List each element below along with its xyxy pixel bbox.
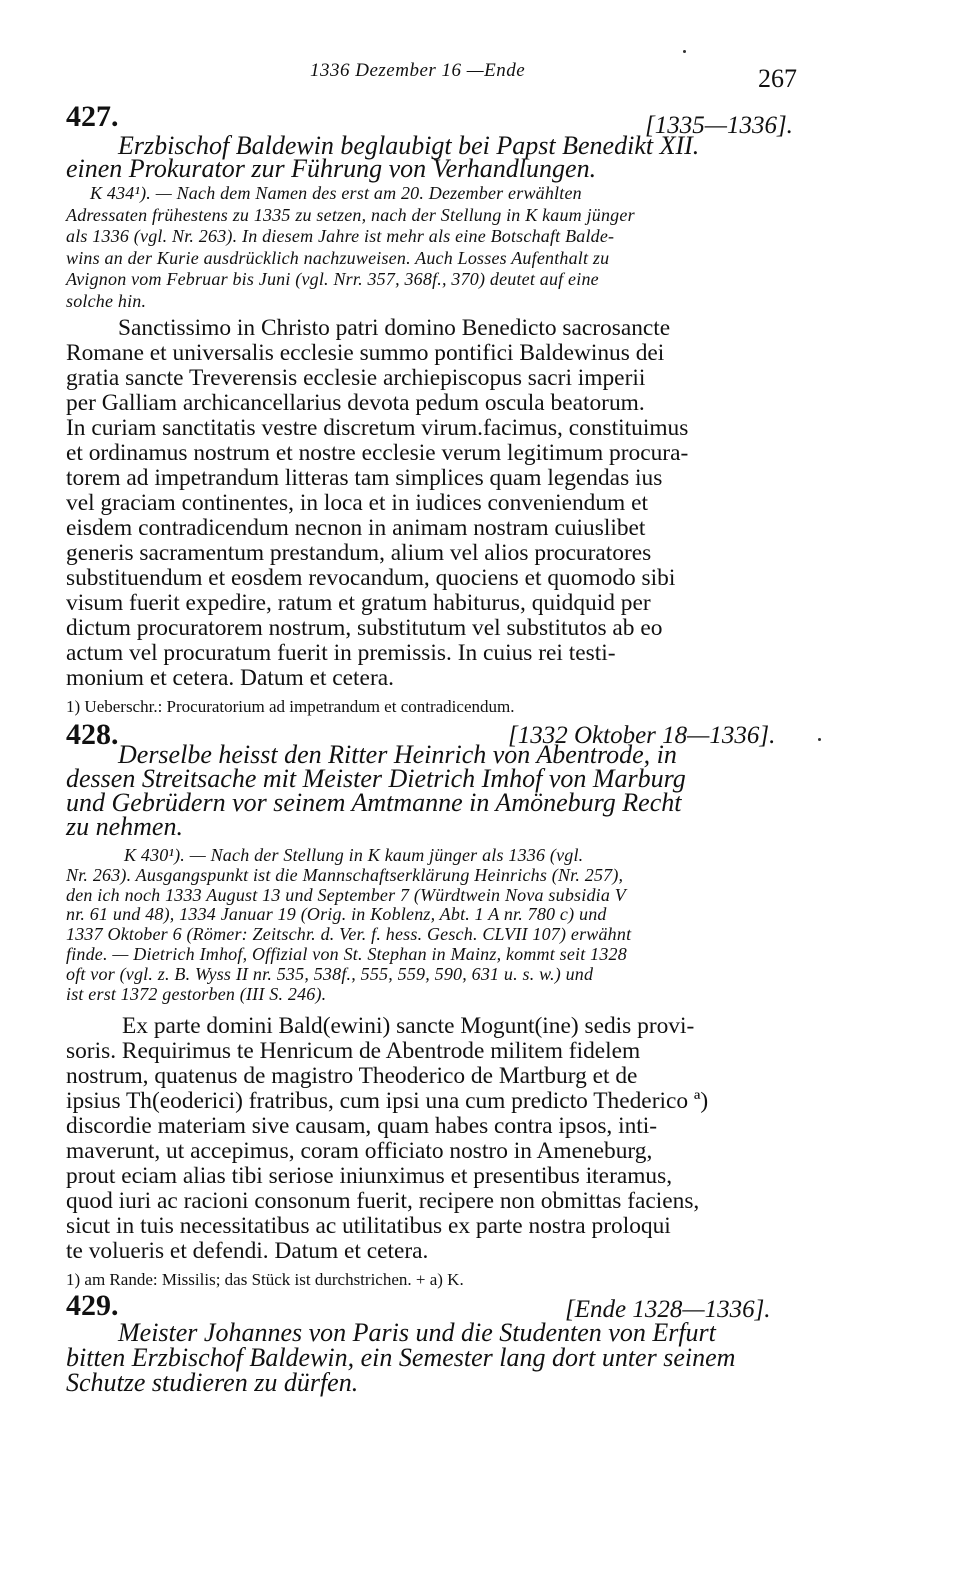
entry-number: 428. xyxy=(66,718,119,751)
note-line: nr. 61 und 48), 1334 Januar 19 (Orig. in Koblenz, Abt. 1 A nr. 780 c) und xyxy=(66,904,607,925)
regest-line: Meister Johannes von Paris und die Studenten von Erfurt xyxy=(118,1318,716,1347)
footnote: 1) am Rande: Missilis; das Stück ist durchstrichen. + a) K. xyxy=(66,1270,464,1289)
text-line: discordie materiam sive causam, quam habes contra ipsos, inti- xyxy=(66,1113,658,1139)
text-line: per Galliam archicancellarius devota pedum oscula beatorum. xyxy=(66,390,645,416)
entry-date: [1335—1336]. xyxy=(645,112,793,139)
text-line: substituendum et eosdem revocandum, quociens et quomodo sibi xyxy=(66,565,676,591)
editorial-note xyxy=(66,183,812,312)
note-line: 1337 Oktober 6 (Römer: Zeitschr. d. Ver. f. hess. Gesch. CLVII 107) erwähnt xyxy=(66,924,632,945)
text-line: prout eciam alias tibi seriose iniunximus et presentibus iteramus, xyxy=(66,1163,673,1189)
note-line: oft vor (vgl. z. B. Wyss II nr. 535, 538f., 555, 559, 590, 631 u. s. w.) und xyxy=(66,963,594,984)
text-line: visum fuerit expedire, ratum et gratum habiturus, quidquid per xyxy=(66,590,651,616)
speck-mark xyxy=(683,50,686,53)
text-line: te volueris et defendi. Datum et cetera. xyxy=(66,1238,429,1264)
text-line: ipsius Th(eoderici) fratribus, cum ipsi una cum predicto Thederico ª) xyxy=(66,1088,709,1114)
text-line: vel graciam continentes, in loca et in iudices conveniendum et xyxy=(66,490,648,516)
entry-number: 429. xyxy=(66,1289,119,1322)
text-line: eisdem contradicendum necnon in animam nostram cuiuslibet xyxy=(66,515,646,541)
text-line: et ordinamus nostrum et nostre ecclesie verum legitimum procura- xyxy=(66,440,689,466)
note-line: als 1336 (vgl. Nr. 263). In diesem Jahre ist mehr als eine Botschaft Balde- xyxy=(66,226,615,246)
entry-date: [Ende 1328—1336]. xyxy=(565,1296,771,1323)
note-line: K 430¹). — Nach der Stellung in K kaum jünger als 1336 (vgl. xyxy=(124,845,584,865)
note-line: Adressaten frühestens zu 1335 zu setzen, nach der Stellung in K kaum jünger xyxy=(66,204,635,225)
regest xyxy=(66,131,810,183)
regest-line: und Gebrüdern vor seinem Amtmanne in Amöneburg Recht xyxy=(66,788,682,817)
regest-line: dessen Streitsache mit Meister Dietrich Imhof von Marburg xyxy=(66,764,686,793)
text-line: generis sacramentum prestandum, alium vel alios procuratores xyxy=(66,540,652,566)
editorial-note xyxy=(66,846,812,1004)
text-line: Sanctissimo in Christo patri domino Benedicto sacrosancte xyxy=(118,315,671,341)
text-line: maverunt, ut accepimus, coram officiato nostro in Ameneburg, xyxy=(66,1138,653,1164)
regest-line: Erzbischof Baldewin beglaubigt bei Papst Benedikt XII. xyxy=(118,131,700,160)
note-line: finde. — Dietrich Imhof, Offizial von St. Stephan in Mainz, kommt seit 1328 xyxy=(66,943,627,964)
text-line: nostrum, quatenus de magistro Theoderico de Martburg et de xyxy=(66,1063,638,1089)
text-line: torem ad impetrandum litteras tam simplices quam legendas ius xyxy=(66,465,663,491)
regest-line: Derselbe heisst den Ritter Heinrich von Abentrode, in xyxy=(118,740,677,769)
document-text xyxy=(66,316,812,691)
regest xyxy=(66,1320,810,1395)
text-line: sicut in tuis necessitatibus ac utilitatibus ex parte nostra proloqui xyxy=(66,1213,671,1239)
text-line: quod iuri ac racioni consonum fuerit, recipere non obmittas faciens, xyxy=(66,1188,700,1214)
regest xyxy=(66,740,810,841)
note-line: Avignon vom Februar bis Juni (vgl. Nrr. 357, 368f., 370) deutet auf eine xyxy=(66,269,599,289)
regest-line: einen Prokurator zur Führung von Verhandlungen. xyxy=(66,154,597,183)
entry-number: 427. xyxy=(66,100,119,133)
text-line: monium et cetera. Datum et cetera. xyxy=(66,665,394,691)
note-line: solche hin. xyxy=(66,290,147,311)
note-line: K 434¹). — Nach dem Namen des erst am 20. Dezember erwählten xyxy=(90,183,582,203)
page-number: 267 xyxy=(758,64,797,93)
regest-line: Schutze studieren zu dürfen. xyxy=(66,1368,359,1397)
text-line: dictum procuratorem nostrum, substitutum vel substitutos ab eo xyxy=(66,615,663,641)
note-line: wins an der Kurie ausdrücklich nachzuweisen. Auch Losses Aufenthalt zu xyxy=(66,247,610,268)
speck-mark xyxy=(818,738,821,741)
running-head: 1336 Dezember 16 —Ende xyxy=(310,60,526,81)
note-line: Nr. 263). Ausgangspunkt ist die Mannschaftserklärung Heinrichs (Nr. 257), xyxy=(66,864,624,885)
note-line: den ich noch 1333 August 13 und September 7 (Würdtwein Nova subsidia V xyxy=(66,884,626,905)
document-text xyxy=(66,1014,812,1264)
text-line: actum vel procuratum fuerit in premissis. In cuius rei testi- xyxy=(66,640,616,666)
text-line: gratia sancte Treverensis ecclesie archiepiscopus sacri imperii xyxy=(66,365,646,391)
entry-date: [1332 Oktober 18—1336]. xyxy=(508,722,776,749)
footnote: 1) Ueberschr.: Procuratorium ad impetrandum et contradicendum. xyxy=(66,697,515,716)
text-line: Ex parte domini Bald(ewini) sancte Mogunt(ine) sedis provi- xyxy=(122,1013,695,1039)
regest-line: bitten Erzbischof Baldewin, ein Semester lang dort unter seinem xyxy=(66,1343,736,1372)
text-line: In curiam sanctitatis vestre discretum virum.facimus, constituimus xyxy=(66,415,689,441)
text-line: Romane et universalis ecclesie summo pontifici Baldewinus dei xyxy=(66,340,665,366)
text-line: soris. Requirimus te Henricum de Abentrode militem fidelem xyxy=(66,1038,641,1064)
note-line: ist erst 1372 gestorben (III S. 246). xyxy=(66,983,327,1004)
regest-line: zu nehmen. xyxy=(66,812,183,841)
